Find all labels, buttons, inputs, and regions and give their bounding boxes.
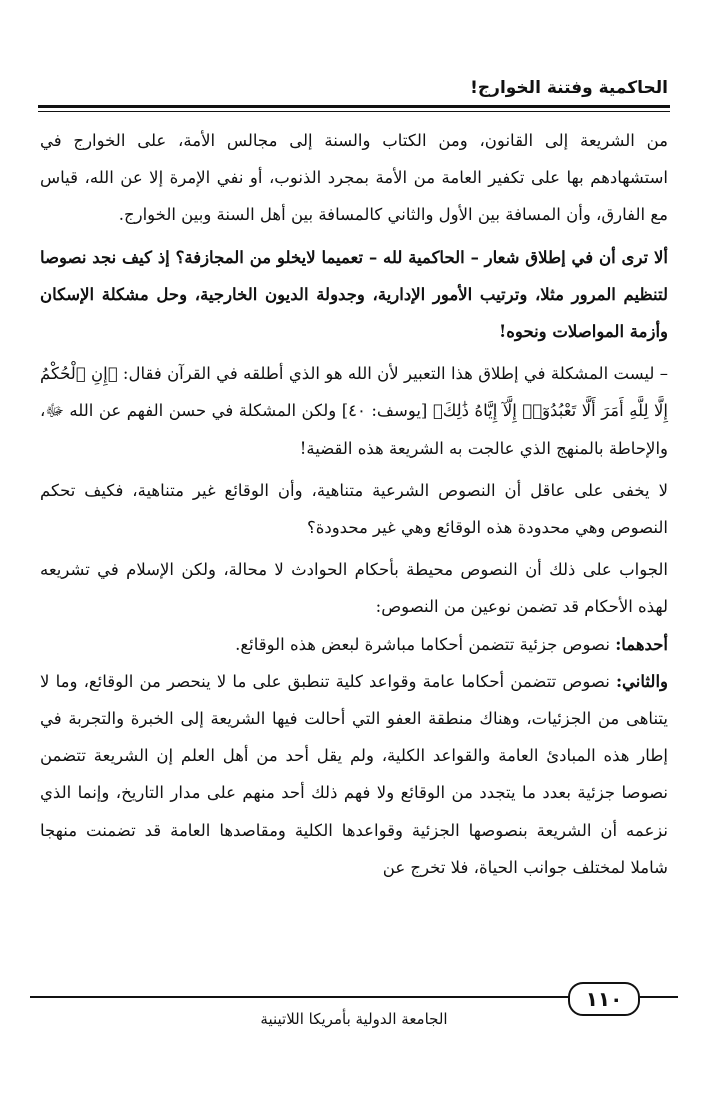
list-item-second-label: والثاني:	[615, 671, 668, 691]
list-item-first-label: أحدهما:	[615, 634, 668, 654]
running-title: الحاكمية وفتنة الخوارج!	[470, 78, 668, 98]
paragraph-4: لا يخفى على عاقل أن النصوص الشرعية متناهية، وأن الوقائع غير متناهية، فكيف تحكم النصوص وهي محدودة هذه الوقائع وهي غير محدودة؟	[40, 480, 668, 538]
paragraph-2-question: ألا ترى أن في إطلاق شعار – الحاكمية لله – تعميما لايخلو من المجازفة؟ إذ كيف نجد نصوصا لتنظيم المرور مثلا، وترتيب الأمور الإدارية، وجدولة الديون الخارجية، وحل مشكلة الإسكان وأزمة المواصلات ونحوه!	[40, 247, 668, 342]
list-item-first-text: نصوص جزئية تتضمن أحكاما مباشرة لبعض هذه الوقائع.	[235, 634, 616, 654]
page-number: ١١٠	[568, 982, 640, 1016]
paragraph-1: من الشريعة إلى القانون، ومن الكتاب والسنة إلى مجالس الأمة، على الخوارج في استشهادهم بها على تكفير العامة من الأمة بمجرد الذنوب، أو نفي الإمرة إلا عن الله، قياس مع الفارق، وأن المسافة بين الأول والثاني كالمسافة بين أهل السنة وبين الخوارج.	[40, 131, 668, 225]
header-rule	[38, 105, 670, 108]
paragraph-5: الجواب على ذلك أن النصوص محيطة بأحكام الحوادث لا محالة، ولكن الإسلام في تشريعه لهذه الأحكام قد تضمن نوعين من النصوص:	[40, 560, 668, 617]
list-item-first	[40, 626, 668, 663]
list-item-second-text: نصوص تتضمن أحكاما عامة وقواعد كلية تنطبق على ما لا ينحصر من الوقائع، وما لا يتناهى من الجزئيات، وهناك منطقة العفو التي أحالت فيها الشريعة إلى الخبرة والتجربة في إطار هذه المبادئ العامة والقواعد الكلية، ولم يقل أحد من أهل العلم إن الشريعة تتضمن نصوصا جزئية بعدد ما يتجدد من الوقائع ولا فهم ذلك أحد منهم على مدار التاريخ، وإنما الذي نزعمه أن الشريعة بنصوصها الجزئية وقواعدها الكلية ومقاصدها العامة قد تضمنت منهجا شاملا لمختلف جوانب الحياة، فلا تخرج عن	[40, 671, 668, 877]
paragraph-3-answer: – ليست المشكلة في إطلاق هذا التعبير لأن الله هو الذي أطلقه في القرآن فقال: ﴿إِنِ ٱلْحُكْمُ إِلَّا لِلَّهِ أَمَرَ أَلَّا تَعْبُدُوٓا۟ إِلَّآ إِيَّاهُ ذَٰلِكَ﴾ [يوسف: ٤٠] ولكن المشكلة في حسن الفهم عن الله ﷻ، والإحاطة بالمنهج الذي عالجت به الشريعة هذه القضية!	[40, 364, 668, 458]
footer-publisher: الجامعة الدولية بأمريكا اللاتينية	[260, 1010, 448, 1028]
page-body	[40, 122, 668, 886]
list-item-second	[40, 663, 668, 886]
page-footer	[30, 982, 678, 1032]
header-rule-thin	[38, 111, 670, 112]
